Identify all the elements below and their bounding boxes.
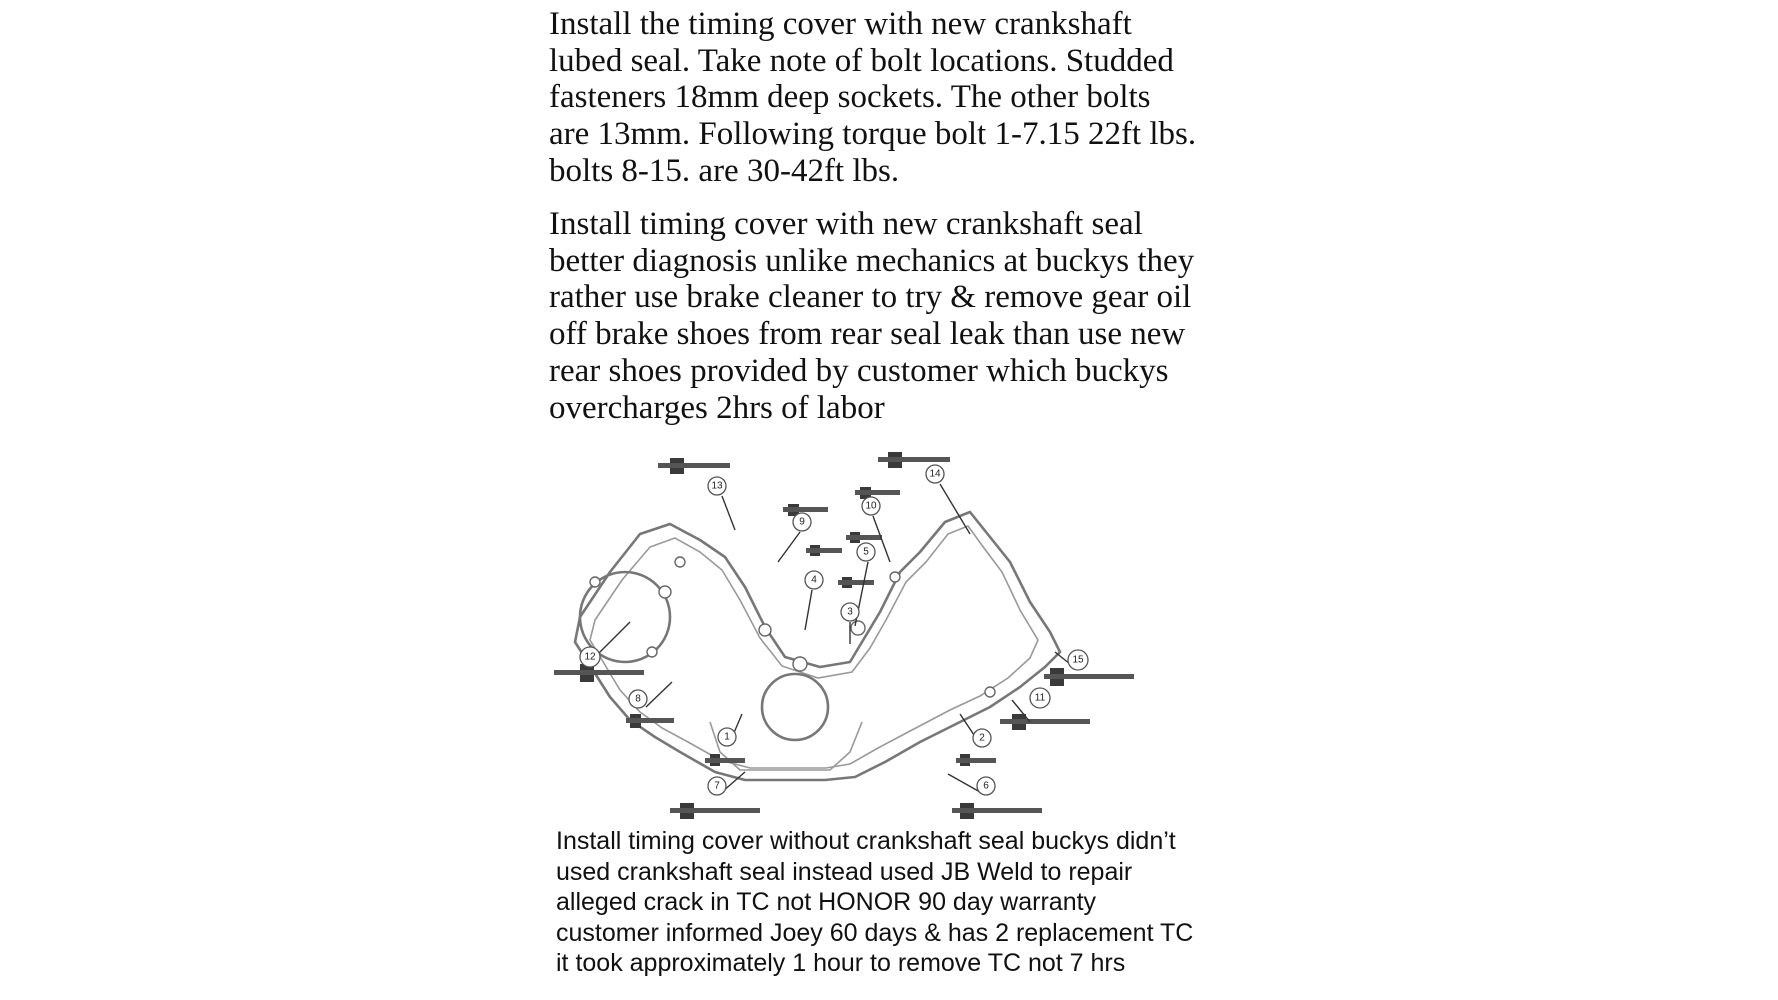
complaint-paragraph — [549, 206, 1269, 426]
text-line: bolts 8-15. are 30-42ft lbs. — [549, 152, 900, 189]
callout-15 — [1068, 650, 1088, 670]
bolt-6 — [952, 803, 1042, 819]
bolt-hole — [851, 621, 865, 635]
text-line: lubed seal. Take note of bolt locations. Studded — [549, 42, 1174, 79]
text-line: Install timing cover without crankshaft seal buckys didn’t — [556, 827, 1176, 855]
svg-text:1: 1 — [724, 731, 730, 743]
bolt-15 — [1044, 668, 1134, 686]
bolt-hole — [890, 572, 900, 582]
text-line: fasteners 18mm deep sockets. The other bolts — [549, 79, 1151, 116]
callout-2 — [973, 729, 991, 747]
text-line: it took approximately 1 hour to remove TC not 7 hrs — [556, 949, 1126, 977]
bolt-hole — [793, 657, 807, 671]
callout-4 — [805, 571, 823, 589]
svg-text:5: 5 — [863, 546, 869, 558]
callout-9 — [793, 513, 811, 531]
svg-text:7: 7 — [714, 780, 720, 792]
bolt-11 — [1000, 714, 1090, 730]
svg-text:9: 9 — [799, 516, 805, 528]
callout-5 — [857, 543, 875, 561]
bolt-hole — [659, 586, 671, 598]
callout-11 — [1030, 688, 1050, 708]
bolt-13 — [658, 458, 730, 474]
svg-text:8: 8 — [635, 693, 641, 705]
text-line: alleged crack in TC not HONOR 90 day warranty — [556, 888, 1097, 916]
text-line: customer informed Joey 60 days & has 2 replacement TC — [556, 918, 1194, 947]
callout-7 — [708, 777, 726, 795]
svg-text:14: 14 — [929, 468, 941, 480]
svg-text:15: 15 — [1072, 654, 1084, 666]
timing-cover-bolt-diagram — [550, 452, 1150, 822]
text-line: are 13mm. Following torque bolt 1-7.15 22ft lbs. — [549, 116, 1197, 153]
callout-12 — [580, 647, 600, 667]
text-line: better diagnosis unlike mechanics at buckys they — [549, 242, 1195, 279]
bolt-5 — [846, 532, 882, 543]
callout-3 — [841, 603, 859, 621]
bolt-4 — [806, 545, 842, 556]
svg-text:2: 2 — [979, 732, 985, 744]
instruction-paragraph — [549, 6, 1269, 190]
text-line: Install the timing cover with new crankshaft — [549, 6, 1132, 42]
bolt-3 — [838, 577, 874, 588]
bolt-7 — [670, 803, 760, 819]
text-line: rear shoes provided by customer which buckys — [549, 352, 1169, 389]
text-line: overcharges 2hrs of labor — [549, 389, 885, 426]
bolt-10 — [855, 487, 900, 499]
callout-8 — [629, 690, 647, 708]
crankshaft-bore — [762, 674, 828, 740]
text-line: off brake shoes from rear seal leak than use new — [549, 316, 1186, 353]
svg-text:6: 6 — [983, 780, 989, 792]
callout-14 — [926, 465, 944, 483]
bolt-hole — [675, 557, 685, 567]
bolt-8 — [626, 714, 674, 728]
svg-text:4: 4 — [811, 574, 817, 586]
svg-text:13: 13 — [711, 480, 723, 492]
svg-text:12: 12 — [584, 651, 596, 663]
svg-text:10: 10 — [865, 500, 877, 512]
bolt-hole — [647, 647, 657, 657]
bolt-hole — [590, 577, 600, 587]
svg-text:11: 11 — [1034, 692, 1046, 704]
text-line: Install timing cover with new crankshaft seal — [549, 206, 1143, 242]
bolt-2 — [956, 754, 996, 766]
svg-text:3: 3 — [847, 606, 853, 618]
callout-10 — [862, 497, 880, 515]
callout-6 — [977, 777, 995, 795]
caption-paragraph — [556, 826, 1276, 979]
callout-1 — [718, 728, 736, 746]
text-line: rather use brake cleaner to try & remove gear oil — [549, 279, 1192, 316]
bolt-hole — [759, 624, 771, 636]
text-line: used crankshaft seal instead used JB Weld to repair — [556, 857, 1133, 886]
callout-13 — [708, 477, 726, 495]
bolt-hole — [985, 687, 995, 697]
